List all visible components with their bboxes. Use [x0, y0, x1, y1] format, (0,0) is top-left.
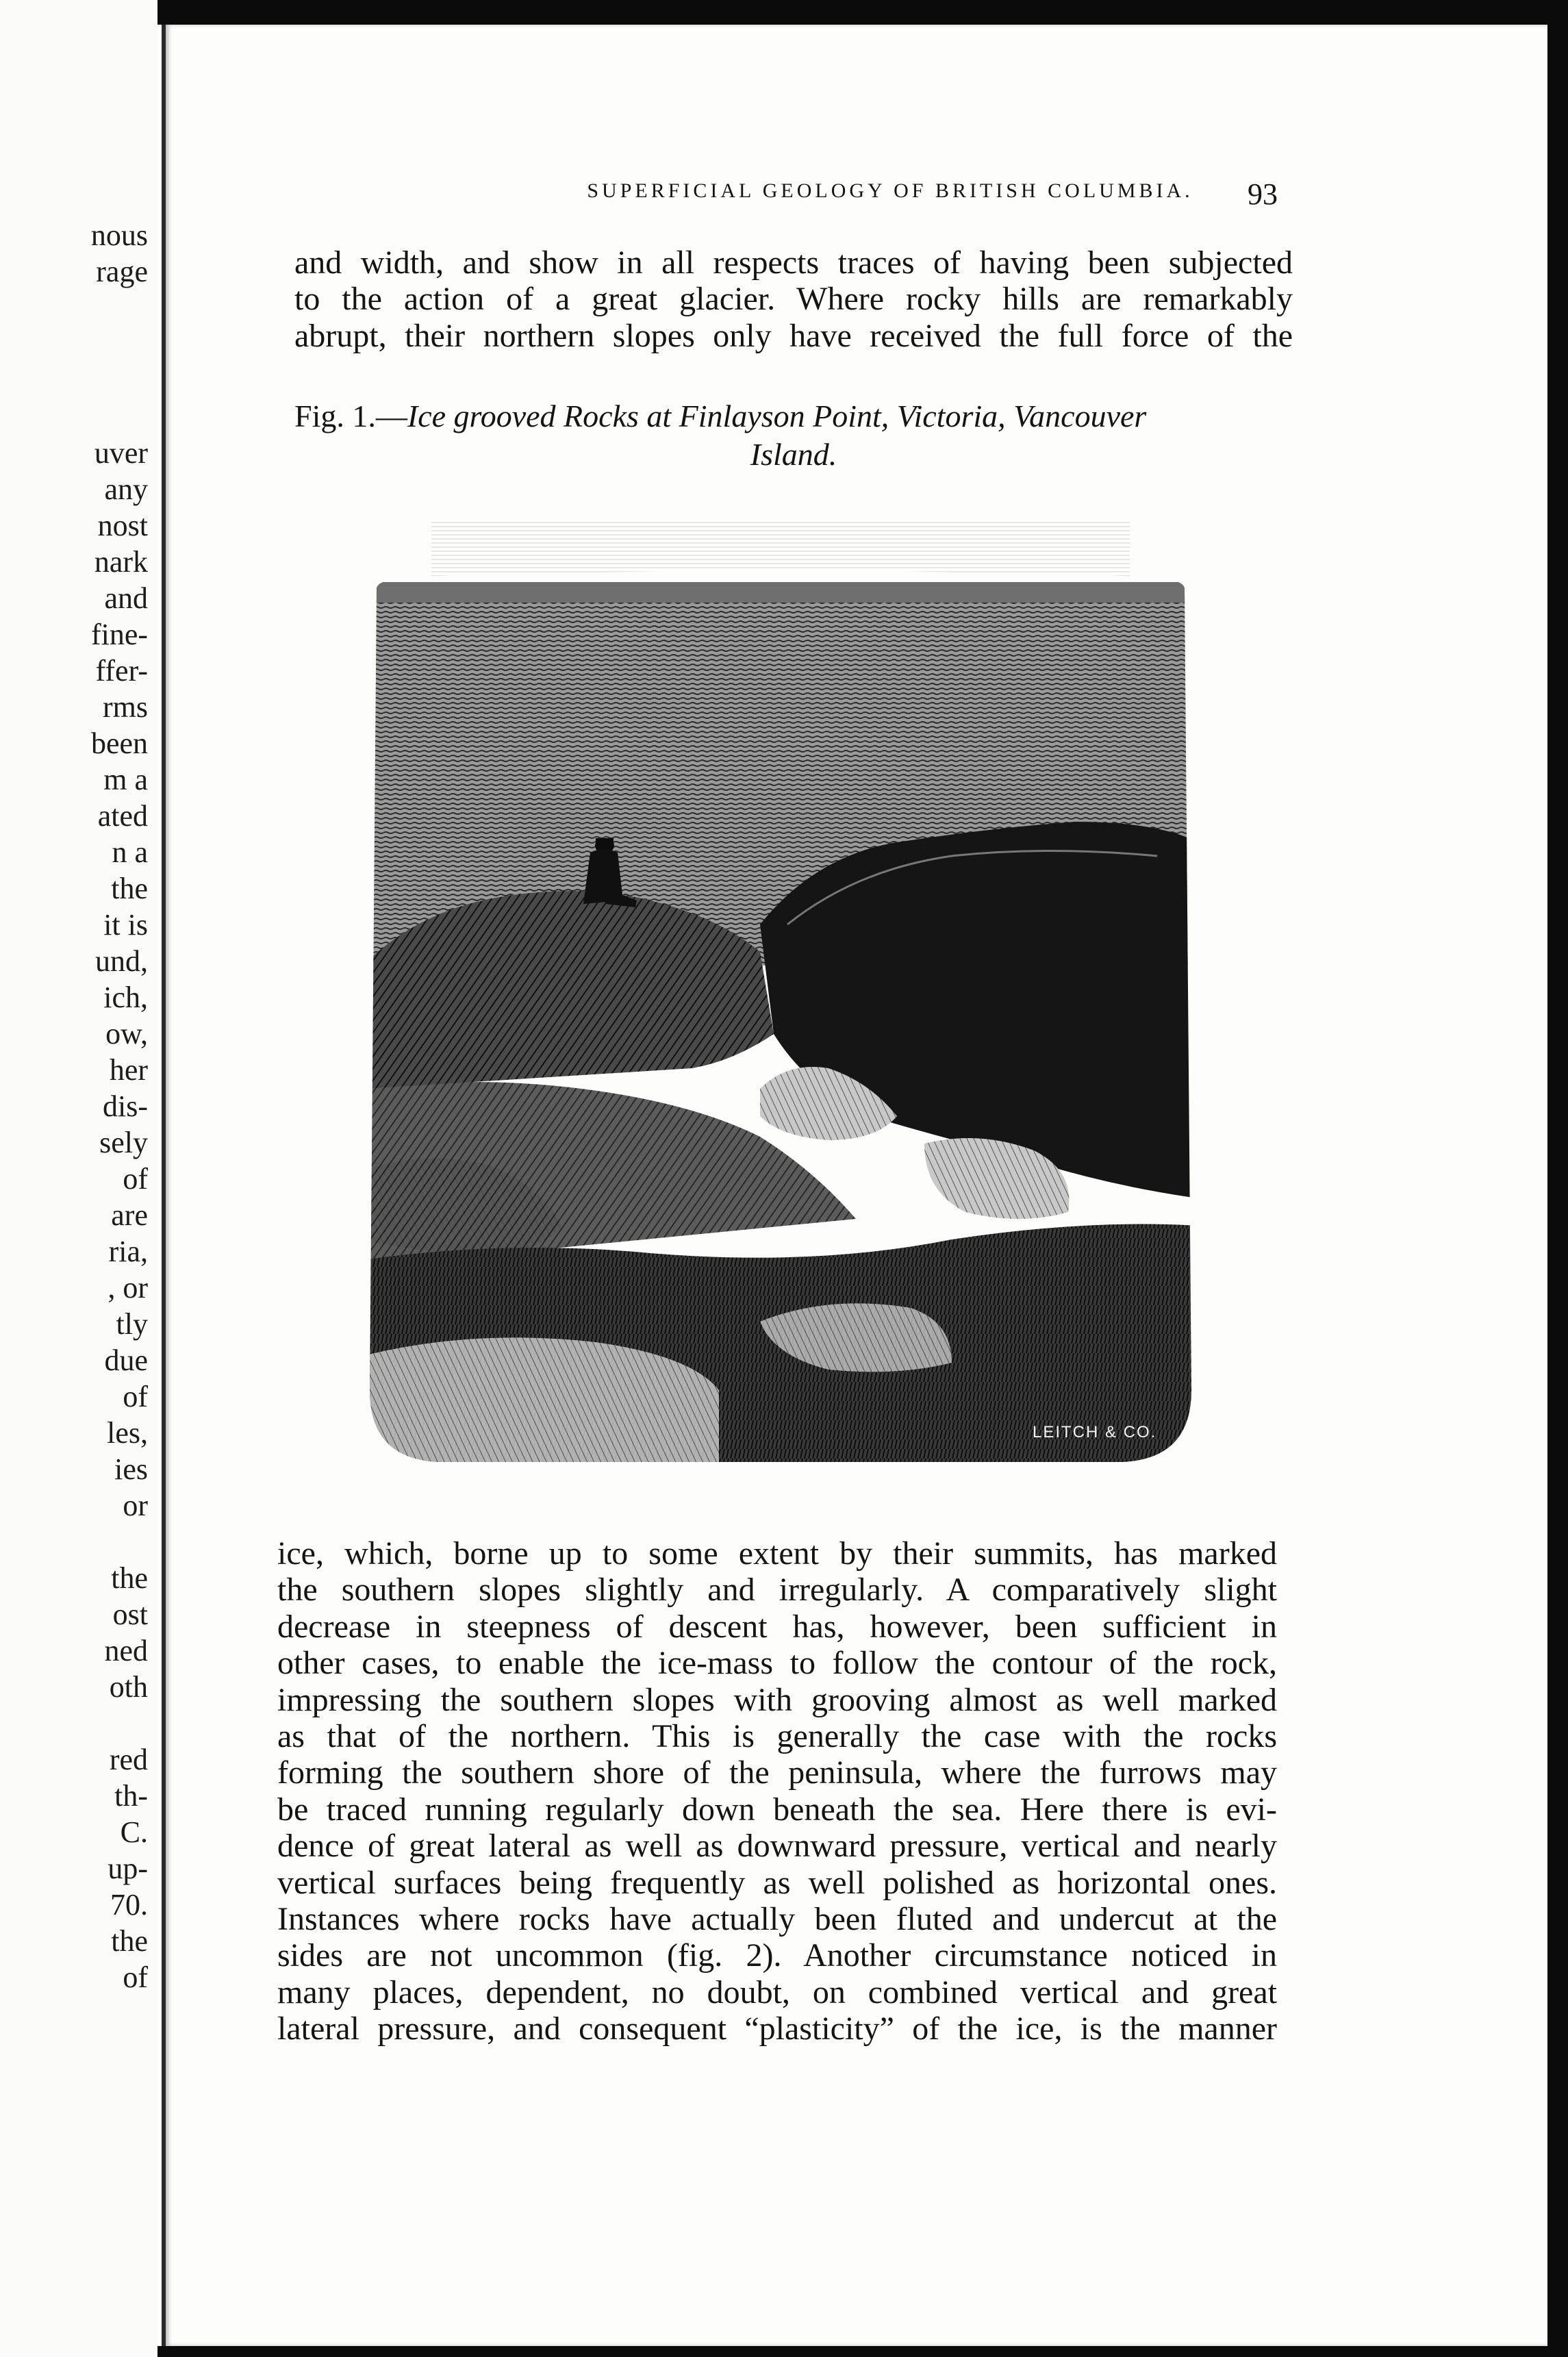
text-line: lateral pressure, and consequent “plasticity” of the ice, is the manner: [277, 2011, 1277, 2047]
figure-caption: [294, 397, 1293, 474]
facing-page-line: tly: [116, 1307, 148, 1341]
text-line: decrease in steepness of descent has, however, been sufficient in: [277, 1608, 1277, 1645]
facing-page-line: ria,: [108, 1235, 148, 1268]
text-line: and width, and show in all respects traces of having been subjected: [294, 244, 1293, 281]
scan-border-bottom: [157, 2346, 1568, 2357]
page-number: 93: [1248, 177, 1278, 211]
facing-page-line: the: [111, 1924, 148, 1958]
facing-page-line: of: [123, 1380, 148, 1413]
facing-page-line: C.: [120, 1815, 148, 1849]
facing-page-line: n a: [112, 835, 148, 869]
facing-page-line: oth: [109, 1670, 148, 1704]
facing-page-line: and: [104, 581, 148, 615]
text-line: other cases, to enable the ice-mass to follow the contour of the rock,: [277, 1645, 1277, 1682]
text-line: the southern slopes slightly and irregularly. A comparatively slight: [277, 1572, 1277, 1609]
facing-page-line: ich,: [103, 981, 148, 1014]
facing-page-line: been: [90, 727, 148, 760]
facing-page-line: or: [123, 1489, 148, 1522]
facing-page-line: ated: [97, 799, 148, 833]
text-line: ice, which, borne up to some extent by their summits, has marked: [277, 1535, 1277, 1572]
facing-page-line: rage: [96, 255, 148, 288]
running-head: SUPERFICIAL GEOLOGY OF BRITISH COLUMBIA.: [587, 179, 1193, 202]
text-line: many places, dependent, no doubt, on combined vertical and great: [277, 1974, 1277, 2011]
text-line: to the action of a great glacier. Where rocky hills are remarkably: [294, 281, 1293, 318]
caption-title: Ice grooved Rocks at Finlayson Point, Victoria, Vancouver: [407, 399, 1147, 433]
engraver-mark: LEITCH & CO.: [1033, 1423, 1157, 1441]
facing-page-line: the: [111, 1561, 148, 1595]
facing-page-line: fine-: [90, 618, 148, 651]
text-line: forming the southern shore of the peninsula, where the furrows may: [277, 1754, 1277, 1791]
facing-page-line: the: [111, 872, 148, 905]
paragraph-top: [294, 244, 1293, 354]
facing-page-line: , or: [108, 1271, 148, 1304]
text-line: be traced running regularly down beneath the sea. Here there is evi-: [277, 1791, 1277, 1828]
facing-page-line: of: [123, 1162, 148, 1196]
facing-page-line: red: [109, 1743, 148, 1776]
facing-page-line: ost: [112, 1598, 148, 1631]
facing-page-line: nost: [97, 509, 148, 542]
facing-page-line: up-: [108, 1852, 148, 1885]
facing-page-line: it is: [103, 908, 148, 942]
text-line: dence of great lateral as well as downward pressure, vertical and nearly: [277, 1828, 1277, 1865]
facing-page-line: m a: [103, 763, 148, 796]
paragraph-bottom: [277, 1535, 1277, 2047]
facing-page-line: uver: [94, 436, 148, 470]
facing-page-line: th-: [114, 1779, 148, 1813]
facing-page-line: her: [109, 1053, 148, 1087]
text-line: as that of the northern. This is generally the case with the rocks: [277, 1718, 1277, 1755]
facing-page-fragment: [0, 0, 157, 2357]
facing-page-line: rms: [103, 690, 148, 724]
facing-page-line: und,: [95, 944, 148, 978]
facing-page-line: due: [104, 1344, 148, 1377]
text-line: vertical surfaces being frequently as well polished as horizontal ones.: [277, 1864, 1277, 1901]
engraving-illustration: [336, 500, 1226, 1486]
facing-page-line: are: [111, 1198, 148, 1232]
caption-title-cont: Island.: [750, 437, 837, 472]
text-line: abrupt, their northern slopes only have received the full force of the: [294, 317, 1293, 354]
facing-page-line: nark: [94, 545, 148, 579]
text-line: impressing the southern slopes with grooving almost as well marked: [277, 1681, 1277, 1718]
facing-page-line: ffer-: [95, 654, 148, 688]
facing-page-line: les,: [107, 1416, 148, 1450]
engraving-svg: [336, 500, 1226, 1486]
facing-page-line: ow,: [105, 1017, 148, 1050]
scan-border-top: [157, 0, 1568, 25]
text-line: sides are not uncommon (fig. 2). Another circumstance noticed in: [277, 1937, 1277, 1974]
facing-page-line: ned: [104, 1634, 148, 1667]
caption-prefix: Fig. 1.—: [294, 399, 407, 433]
text-line: Instances where rocks have actually been fluted and undercut at the: [277, 1901, 1277, 1938]
facing-page-line: any: [104, 472, 148, 506]
facing-page-line: nous: [90, 218, 148, 252]
facing-page-line: dis-: [103, 1089, 148, 1123]
facing-page-line: of: [123, 1961, 148, 1994]
facing-page-line: ies: [114, 1452, 148, 1486]
facing-page-line: sely: [99, 1126, 148, 1159]
facing-page-line: 70.: [110, 1888, 148, 1921]
